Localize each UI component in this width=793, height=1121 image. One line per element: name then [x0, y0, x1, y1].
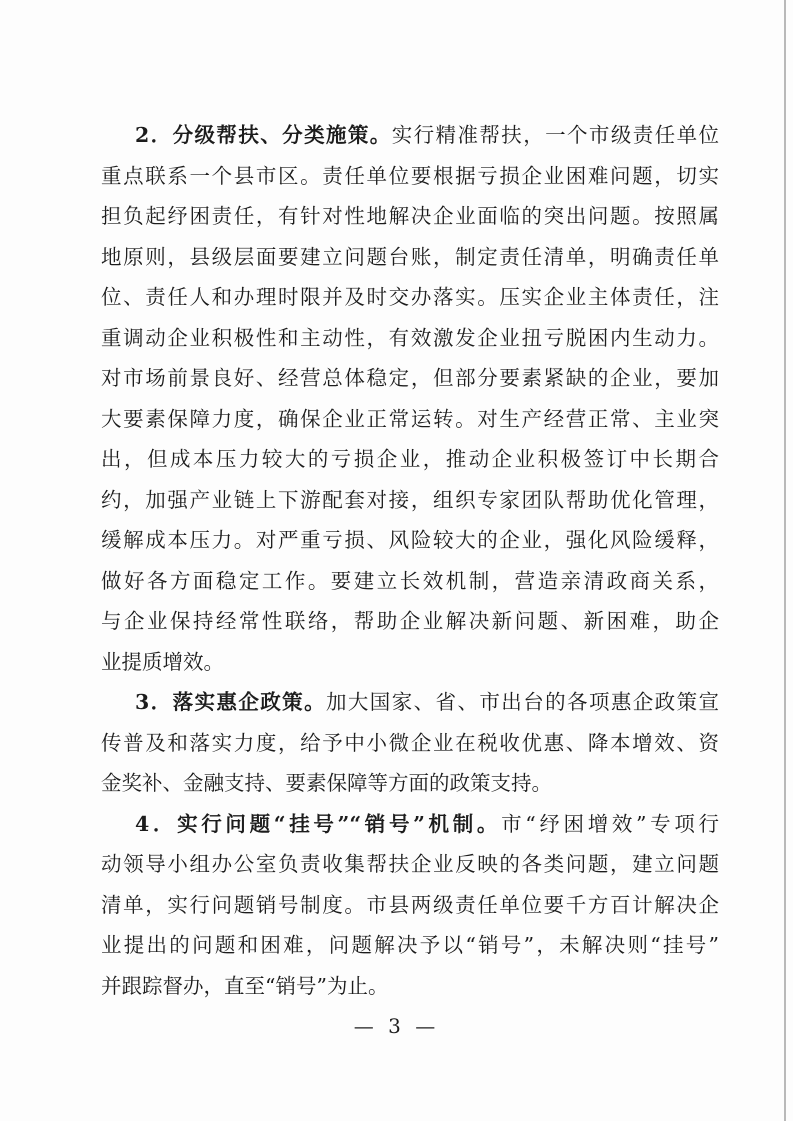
line-text: 大要素保障力度，确保企业正常运转。对生产经营正常、主业突 — [101, 406, 719, 431]
line-text: 对市场前景良好、经营总体稳定，但部分要素紧缺的企业，要加 — [101, 366, 719, 390]
text-line — [101, 682, 719, 723]
text-line — [101, 642, 719, 683]
document-body — [101, 115, 719, 1006]
text-line — [101, 885, 719, 926]
text-line — [101, 804, 719, 845]
text-line — [101, 966, 719, 1007]
paragraph — [101, 804, 719, 1007]
line-text: 担负起纾困责任，有针对性地解决企业面临的突出问题。按照属 — [101, 204, 719, 228]
section-heading: 4．实行问题“挂号”“销号”机制。 — [135, 811, 502, 836]
text-line — [101, 237, 719, 278]
text-line — [101, 277, 719, 318]
section-heading: 3．落实惠企政策。 — [135, 690, 326, 714]
section-heading: 2．分级帮扶、分类施策。 — [135, 123, 392, 147]
text-line — [101, 115, 719, 156]
line-text: 金奖补、金融支持、要素保障等方面的政策支持。 — [101, 771, 552, 795]
text-line — [101, 318, 719, 359]
line-text: 加大国家、省、市出台的各项惠企政策宣 — [325, 690, 720, 714]
line-text: 出，但成本压力较大的亏损企业，推动企业积极签订中长期合 — [101, 447, 719, 471]
line-text: 重调动企业积极性和主动性，有效激发企业扭亏脱困内生动力。 — [101, 325, 719, 350]
line-text: 位、责任人和办理时限并及时交办落实。压实企业主体责任，注 — [101, 285, 719, 309]
line-text: 与企业保持经常性联络，帮助企业解决新问题、新困难，助企 — [101, 609, 719, 633]
text-line — [101, 358, 719, 399]
paragraph — [101, 682, 719, 804]
text-line — [101, 480, 719, 521]
scan-edge — [784, 0, 786, 1121]
line-text: 约，加强产业链上下游配套对接，组织专家团队帮助优化管理， — [101, 487, 719, 512]
text-line — [101, 520, 719, 561]
line-text: 做好各方面稳定工作。要建立长效机制，营造亲清政商关系， — [101, 568, 719, 593]
text-line — [101, 399, 719, 440]
paragraph — [101, 115, 719, 682]
line-text: 业提质增效。 — [101, 649, 224, 674]
text-line — [101, 844, 719, 885]
line-text: 并跟踪督办，直至“销号”为止。 — [101, 973, 389, 998]
line-text: 重点联系一个县市区。责任单位要根据亏损企业困难问题，切实 — [101, 163, 719, 188]
text-line — [101, 561, 719, 602]
line-text: 地原则，县级层面要建立问题台账，制定责任清单，明确责任单 — [101, 244, 719, 269]
text-line — [101, 723, 719, 764]
text-line — [101, 601, 719, 642]
page-number: — 3 — — [353, 1014, 440, 1038]
text-line — [101, 156, 719, 197]
text-line — [101, 925, 719, 966]
line-text: 业提出的问题和困难，问题解决予以“销号”，未解决则“挂号” — [101, 933, 719, 957]
line-text: 清单，实行问题销号制度。市县两级责任单位要千方百计解决企 — [101, 892, 719, 917]
line-text: 缓解成本压力。对严重亏损、风险较大的企业，强化风险缓释， — [101, 528, 719, 552]
line-text: 动领导小组办公室负责收集帮扶企业反映的各类问题，建立问题 — [101, 852, 719, 876]
line-text: 市“纾困增效”专项行 — [501, 811, 719, 836]
text-line — [101, 196, 719, 237]
line-text: 实行精准帮扶，一个市级责任单位 — [391, 123, 719, 147]
text-line — [101, 439, 719, 480]
text-line — [101, 763, 719, 804]
line-text: 传普及和落实力度，给予中小微企业在税收优惠、降本增效、资 — [101, 730, 719, 755]
